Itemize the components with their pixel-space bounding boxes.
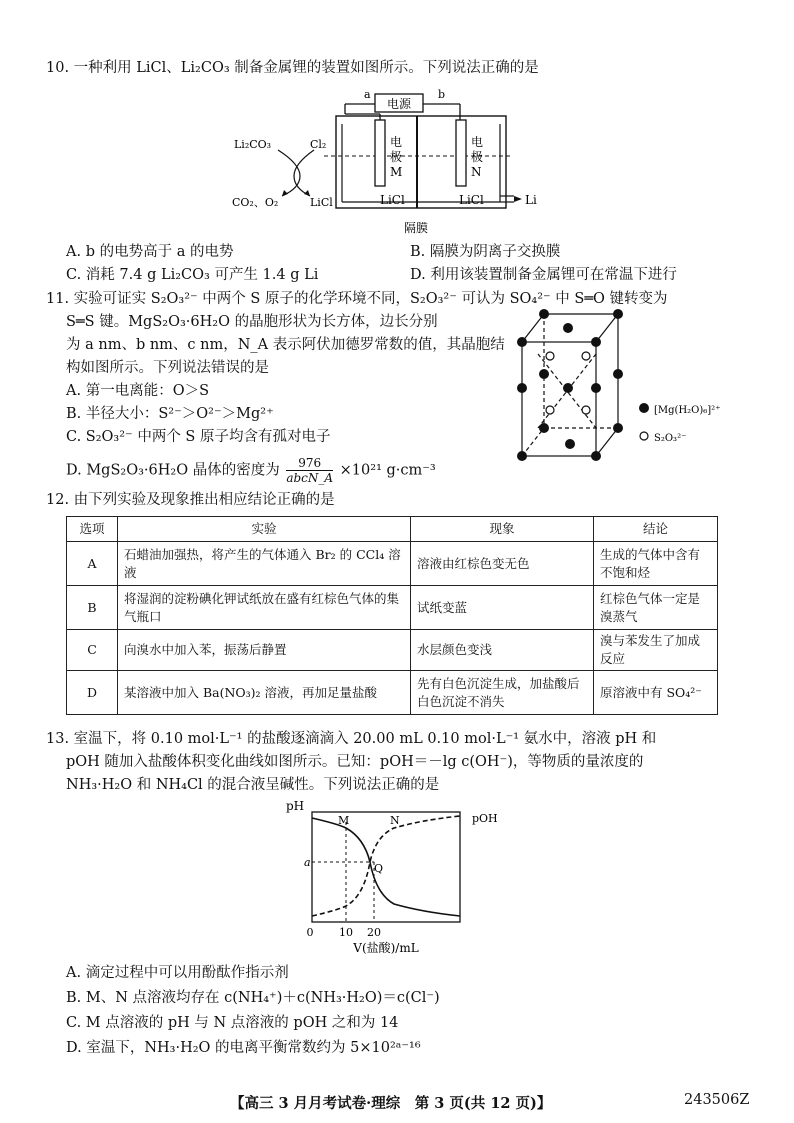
q10-option-d[interactable]: D. 利用该装置制备金属锂可在常温下进行 [410,267,677,283]
header-phenomenon: 现象 [411,517,594,542]
electrode-n-2: 极 [471,150,484,164]
chart-ylabel: pH [286,799,305,813]
licl-right: LiCl [459,193,484,207]
row-phenomenon: 溶液由红棕色变无色 [411,542,594,586]
q11-line1: 11. 实验可证实 S₂O₃²⁻ 中两个 S 原子的化学环境不同，S₂O₃²⁻ 可认为 SO₄²⁻ 中 S═O 键转变为 [46,291,668,307]
terminal-a: a [364,88,371,101]
power-label: 电源 [386,97,412,111]
membrane-label: 隔膜 [404,221,429,235]
co2-o2-label: CO₂、O₂ [232,196,279,209]
row-option: D [67,671,118,715]
tick-0: 0 [306,926,314,939]
q13-option-a[interactable]: A. 滴定过程中可以用酚酞作指示剂 [66,965,289,981]
q13-option-d[interactable]: D. 室温下，NH₃·H₂O 的电离平衡常数约为 5×10²ᵃ⁻¹⁶ [66,1040,421,1056]
q11-option-d[interactable] [66,456,436,485]
row-option: C [67,630,118,671]
row-phenomenon: 先有白色沉淀生成，加盐酸后白色沉淀不消失 [411,671,594,715]
q13-titration-chart [282,798,522,958]
q10-stem: 10. 一种利用 LiCl、Li₂CO₃ 制备金属锂的装置如图所示。下列说法正确的是 [46,60,539,76]
experiment-table [66,516,718,715]
q11-line2: S═S 键。MgS₂O₃·6H₂O 的晶胞形状为长方体，边长分别 [66,314,438,330]
poh-label: pOH [472,812,498,825]
cl2-label: Cl₂ [310,138,327,151]
terminal-b: b [438,88,446,101]
electrode-m-1: 电 [390,135,403,149]
tick-10: 10 [339,926,353,939]
electrode-n-1: 电 [471,135,484,149]
tick-20: 20 [367,926,381,939]
legend-open-label: S₂O₃²⁻ [654,433,687,444]
row-experiment: 将湿润的淀粉碘化钾试纸放在盛有红棕色气体的集气瓶口 [118,586,411,630]
page-footer: 【高三 3 月月考试卷·理综 第 3 页(共 12 页)】 [230,1095,552,1112]
licl-out-label: LiCl [310,196,333,209]
li-label: Li [525,193,537,207]
electrode-m-3: M [390,165,403,179]
row-conclusion: 生成的气体中含有不饱和烃 [594,542,718,586]
q12-stem: 12. 由下列实验及现象推出相应结论正确的是 [46,492,335,508]
q11-option-a[interactable]: A. 第一电离能：O＞S [66,383,210,399]
chart-xlabel: V(盐酸)/mL [353,941,419,955]
table-row [67,542,718,586]
licl-left: LiCl [380,193,405,207]
header-experiment: 实验 [118,517,411,542]
q10-electrolysis-diagram [230,84,550,236]
density-numerator: 976 [286,456,333,471]
table-row [67,630,718,671]
poh-curve [312,816,460,916]
q13-option-b[interactable]: B. M、N 点溶液均存在 c(NH₄⁺)＋c(NH₃·H₂O)＝c(Cl⁻) [66,990,440,1006]
row-experiment: 向溴水中加入苯，振荡后静置 [118,630,411,671]
row-conclusion: 溴与苯发生了加成反应 [594,630,718,671]
q10-option-a[interactable]: A. b 的电势高于 a 的电势 [66,244,234,260]
point-n: N [390,814,400,827]
q11-line3: 为 a nm、b nm、c nm，N_A 表示阿伏加德罗常数的值，其晶胞结 [66,337,505,353]
a-label: a [304,856,311,869]
table-row [67,586,718,630]
row-phenomenon: 水层颜色变浅 [411,630,594,671]
q13-option-c[interactable]: C. M 点溶液的 pH 与 N 点溶液的 pOH 之和为 14 [66,1015,399,1031]
q11-option-d-suffix: ×10²¹ g·cm⁻³ [339,462,436,479]
row-phenomenon: 试纸变蓝 [411,586,594,630]
q13-line2: pOH 随加入盐酸体积变化曲线如图所示。已知：pOH＝－lg c(OH⁻)，等物质的量浓度的 [66,754,644,770]
row-conclusion: 红棕色气体一定是溴蒸气 [594,586,718,630]
legend-filled-label: [Mg(H₂O)₆]²⁺ [654,405,721,416]
row-conclusion: 原溶液中有 SO₄²⁻ [594,671,718,715]
point-q: Q [374,862,384,875]
q11-unit-cell-diagram [508,306,794,468]
header-conclusion: 结论 [594,517,718,542]
row-experiment: 石蜡油加强热，将产生的气体通入 Br₂ 的 CCl₄ 溶液 [118,542,411,586]
density-denominator: abcN_A [286,471,334,485]
q11-option-d-prefix: D. MgS₂O₃·6H₂O 晶体的密度为 [66,462,280,479]
table-row [67,671,718,715]
q13-line1: 13. 室温下，将 0.10 mol·L⁻¹ 的盐酸逐滴滴入 20.00 mL 0.10 mol·L⁻¹ 氨水中，溶液 pH 和 [46,731,657,747]
q10-option-c[interactable]: C. 消耗 7.4 g Li₂CO₃ 可产生 1.4 g Li [66,267,319,283]
row-option: A [67,542,118,586]
q10-option-b[interactable]: B. 隔膜为阴离子交换膜 [410,244,561,260]
q13-line3: NH₃·H₂O 和 NH₄Cl 的混合液呈碱性。下列说法正确的是 [66,777,440,793]
header-option: 选项 [67,517,118,542]
table-header-row [67,517,718,542]
q11-option-b[interactable]: B. 半径大小：S²⁻＞O²⁻＞Mg²⁺ [66,406,274,422]
li2co3-label: Li₂CO₃ [234,138,272,151]
q11-line4: 构如图所示。下列说法错误的是 [66,360,269,376]
point-m: M [338,814,350,827]
electrode-m-2: 极 [390,150,403,164]
q11-option-c[interactable]: C. S₂O₃²⁻ 中两个 S 原子均含有孤对电子 [66,429,331,445]
row-experiment: 某溶液中加入 Ba(NO₃)₂ 溶液，再加足量盐酸 [118,671,411,715]
paper-code: 243506Z [684,1092,750,1108]
electrode-n-3: N [471,165,482,179]
row-option: B [67,586,118,630]
